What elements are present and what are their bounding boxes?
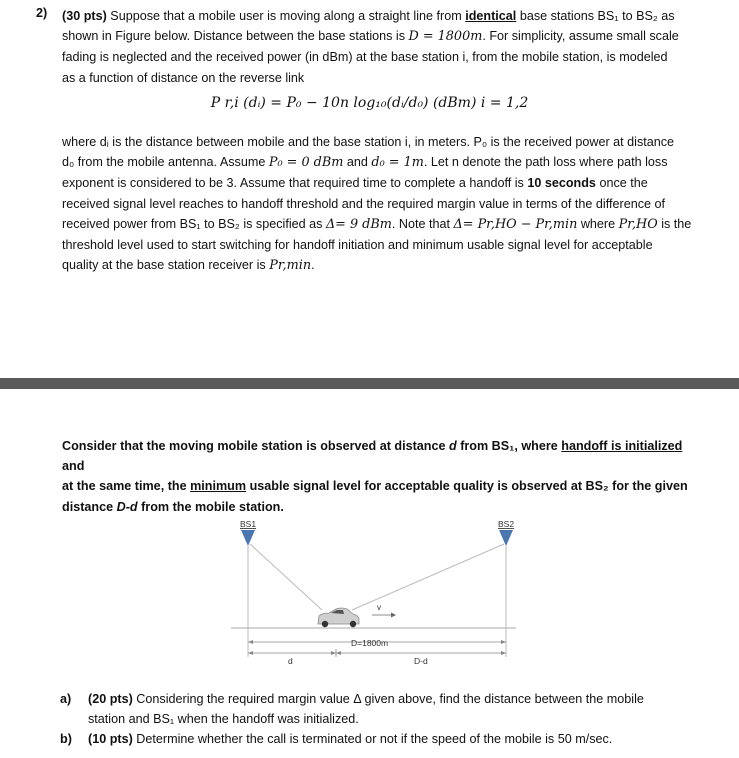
car-icon bbox=[318, 608, 359, 627]
part2-text: Consider that the moving mobile station is observed at distance d from BS₁, where handoff is initialized and at the same time, the minimum usable signal level for acceptable quality is observed at BS₂ for the given distance D-d from the mobile station. bbox=[62, 439, 688, 514]
bs2-label: BS2 bbox=[498, 519, 515, 529]
path-bs1 bbox=[250, 544, 322, 610]
points-label: (30 pts) bbox=[62, 9, 107, 23]
bs2-antenna-icon bbox=[499, 530, 513, 546]
section-divider bbox=[0, 378, 739, 389]
problem-description: where dᵢ is the distance between mobile and the base station i, in meters. P₀ is the received power at distance d₀ from the mobile antenna. Assume P₀ = 0 dBm and d₀ = 1m. Let n denote the path loss where path loss exponent is considered to be 3. Assume that required time to complete a handoff is 10 seconds once the received signal level reaches to handoff threshold and the required margin value in terms of the difference of received power from BS₁ to BS₂ is specified as Δ= 9 dBm. Note that Δ= Pr,HO − Pr,min where Pr,HO is the threshold level used to start switching for handoff initiation and minimum usable signal level for acceptable quality at the base station receiver is Pr,min. bbox=[62, 135, 692, 274]
handoff-time: 10 seconds bbox=[527, 176, 596, 191]
bs1-antenna-icon bbox=[241, 530, 255, 546]
question-b: b) (10 pts) Determine whether the call is terminated or not if the speed of the mobile is 50 m/sec. bbox=[60, 732, 613, 747]
distance-Dd-label: D-d bbox=[414, 656, 428, 666]
bs1-label: BS1 bbox=[240, 519, 257, 529]
identical-emphasis: identical bbox=[465, 9, 517, 23]
distance-d-label: d bbox=[288, 656, 293, 666]
problem-intro: (30 pts) Suppose that a mobile user is moving along a straight line from identical base stations BS₁ to BS₂ as shown in Figure below. Distance between the base stations is D = 1800m. For simplicity, assume small scale fading is neglected and the received power (in dBm) at the base station i, from the mobile station, is modeled as a function of distance on the reverse link bbox=[62, 9, 679, 85]
problem-number: 2) bbox=[36, 6, 48, 20]
handoff-figure bbox=[226, 512, 516, 672]
question-a: a) (20 pts) Considering the required margin value Δ given above, find the distance between the mobile bbox=[60, 692, 644, 706]
distance-D: D = 1800m bbox=[408, 29, 483, 45]
path-loss-equation: P r,i (dᵢ) = P₀ − 10n log₁₀(dᵢ/d₀) (dBm) i = 1,2 bbox=[210, 95, 529, 111]
path-bs2 bbox=[352, 544, 504, 610]
distance-D-label: D=1800m bbox=[351, 638, 389, 648]
velocity-label: v bbox=[377, 603, 381, 612]
question-list: a) (20 pts) Considering the required margin value Δ given above, find the distance between the mobile station and BS₁ when the handoff was initialized. b) (10 pts) Determine whether the call is terminated or not if the speed of the mobile is 50 m/sec. bbox=[60, 689, 700, 750]
